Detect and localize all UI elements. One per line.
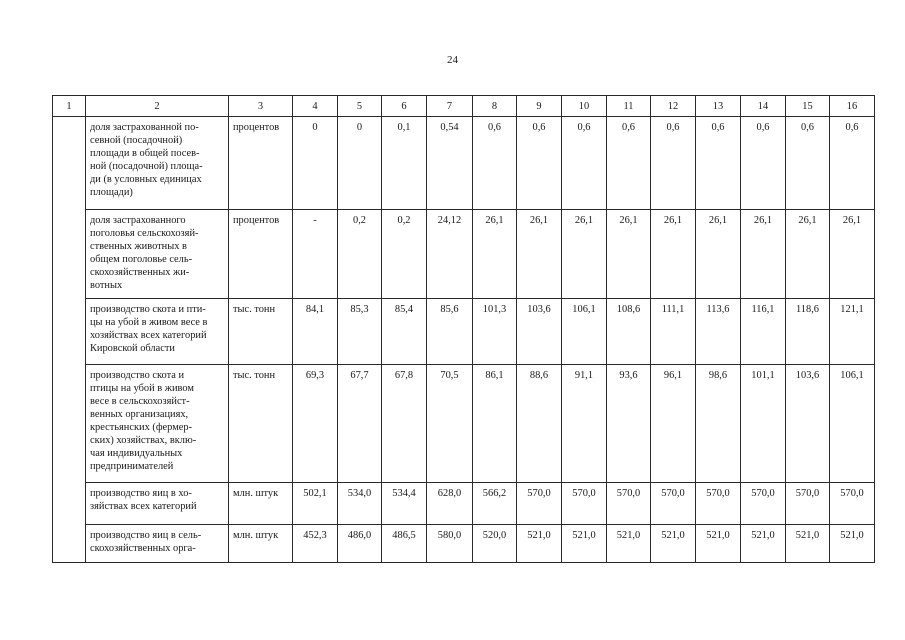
indicator-name-line: птицы на убой в живом — [90, 383, 194, 394]
value-cell: 0,6 — [517, 117, 562, 210]
value-cell: 24,12 — [427, 210, 473, 299]
indicator-name-line: скохозяйственных орга- — [90, 543, 196, 554]
value-cell: 0,1 — [382, 117, 427, 210]
indicator-name-line: производство яиц в хо- — [90, 488, 192, 499]
value-cell: 103,6 — [786, 365, 830, 483]
column-header: 16 — [830, 96, 875, 117]
value-cell: 118,6 — [786, 299, 830, 365]
column-header: 4 — [293, 96, 338, 117]
value-cell: 85,4 — [382, 299, 427, 365]
value-cell: 521,0 — [741, 525, 786, 563]
value-cell: 0 — [293, 117, 338, 210]
value-cell: 521,0 — [607, 525, 651, 563]
value-cell: 570,0 — [696, 483, 741, 525]
value-cell: 570,0 — [607, 483, 651, 525]
value-cell: 91,1 — [562, 365, 607, 483]
value-cell: 26,1 — [830, 210, 875, 299]
value-cell: 88,6 — [517, 365, 562, 483]
value-cell: 486,0 — [338, 525, 382, 563]
indicator-name-line: производство скота и пти- — [90, 304, 206, 315]
column-header: 6 — [382, 96, 427, 117]
value-cell: 113,6 — [696, 299, 741, 365]
value-cell: 0,6 — [786, 117, 830, 210]
column-header: 15 — [786, 96, 830, 117]
value-cell: 521,0 — [651, 525, 696, 563]
indicator-name-line: поголовья сельскохозяй- — [90, 228, 199, 239]
value-cell: 0,54 — [427, 117, 473, 210]
value-cell: 84,1 — [293, 299, 338, 365]
value-cell: 26,1 — [651, 210, 696, 299]
table-row — [53, 299, 875, 365]
value-cell: 121,1 — [830, 299, 875, 365]
indicator-name-line: доля застрахованного — [90, 215, 186, 226]
value-cell: 86,1 — [473, 365, 517, 483]
indicator-name-line: площади) — [90, 187, 133, 198]
column-header: 1 — [53, 96, 86, 117]
indicator-name — [86, 483, 229, 525]
indicator-name — [86, 525, 229, 563]
indicator-name-line: ских) хозяйствах, вклю- — [90, 435, 197, 446]
value-cell: 26,1 — [696, 210, 741, 299]
column-header: 11 — [607, 96, 651, 117]
indicator-name-line: крестьянских (фермер- — [90, 422, 193, 433]
indicator-name-line: ственных животных в — [90, 241, 187, 252]
indicator-name-line: севной (посадочной) — [90, 135, 183, 146]
value-cell: 67,7 — [338, 365, 382, 483]
value-cell: 70,5 — [427, 365, 473, 483]
unit-cell: тыс. тонн — [229, 365, 293, 483]
value-cell: 101,3 — [473, 299, 517, 365]
unit-cell: процентов — [229, 117, 293, 210]
value-cell: 0,6 — [607, 117, 651, 210]
column-header: 8 — [473, 96, 517, 117]
indicator-name-line: доля застрахованной по- — [90, 122, 199, 133]
value-cell: 570,0 — [741, 483, 786, 525]
column-header: 13 — [696, 96, 741, 117]
indicators-table — [52, 95, 875, 563]
value-cell: 570,0 — [517, 483, 562, 525]
value-cell: 570,0 — [651, 483, 696, 525]
value-cell: 570,0 — [786, 483, 830, 525]
indicator-name-line: ди (в условных единицах — [90, 174, 202, 185]
indicator-name-line: скохозяйственных жи- — [90, 267, 190, 278]
value-cell: 566,2 — [473, 483, 517, 525]
value-cell: 0,6 — [473, 117, 517, 210]
value-cell: 96,1 — [651, 365, 696, 483]
column-header: 2 — [86, 96, 229, 117]
column-1-cell — [53, 117, 86, 563]
indicator-name-line: хозяйствах всех категорий — [90, 330, 207, 341]
value-cell: 0,2 — [338, 210, 382, 299]
column-header: 5 — [338, 96, 382, 117]
table-row — [53, 525, 875, 563]
value-cell: 580,0 — [427, 525, 473, 563]
table-row — [53, 365, 875, 483]
value-cell: 570,0 — [830, 483, 875, 525]
indicator-name-line: производство яиц в сель- — [90, 530, 202, 541]
indicator-name-line: цы на убой в живом весе в — [90, 317, 208, 328]
value-cell: 521,0 — [517, 525, 562, 563]
value-cell: 85,3 — [338, 299, 382, 365]
unit-cell: млн. штук — [229, 525, 293, 563]
value-cell: 26,1 — [562, 210, 607, 299]
indicator-name-line: ной (посадочной) площа- — [90, 161, 203, 172]
indicator-name-line: чая индивидуальных — [90, 448, 183, 459]
column-header: 7 — [427, 96, 473, 117]
value-cell: 0 — [338, 117, 382, 210]
value-cell: 534,0 — [338, 483, 382, 525]
indicator-name — [86, 299, 229, 365]
value-cell: 26,1 — [607, 210, 651, 299]
value-cell: 106,1 — [830, 365, 875, 483]
column-header: 10 — [562, 96, 607, 117]
table-row — [53, 210, 875, 299]
value-cell: 0,6 — [696, 117, 741, 210]
column-header: 14 — [741, 96, 786, 117]
value-cell: 452,3 — [293, 525, 338, 563]
indicator-name — [86, 365, 229, 483]
value-cell: 520,0 — [473, 525, 517, 563]
value-cell: 534,4 — [382, 483, 427, 525]
value-cell: 521,0 — [786, 525, 830, 563]
indicator-name — [86, 210, 229, 299]
indicator-name-line: весе в сельскохозяйст- — [90, 396, 190, 407]
value-cell: 111,1 — [651, 299, 696, 365]
value-cell: 0,6 — [651, 117, 696, 210]
value-cell: 521,0 — [562, 525, 607, 563]
value-cell: 26,1 — [741, 210, 786, 299]
indicator-name-line: зяйствах всех категорий — [90, 501, 197, 512]
value-cell: 93,6 — [607, 365, 651, 483]
value-cell: 0,6 — [562, 117, 607, 210]
table-row — [53, 117, 875, 210]
value-cell: 502,1 — [293, 483, 338, 525]
indicator-name-line: вотных — [90, 280, 123, 291]
value-cell: 116,1 — [741, 299, 786, 365]
value-cell: 67,8 — [382, 365, 427, 483]
value-cell: 106,1 — [562, 299, 607, 365]
value-cell: 69,3 — [293, 365, 338, 483]
value-cell: 628,0 — [427, 483, 473, 525]
value-cell: 0,6 — [741, 117, 786, 210]
value-cell: 0,6 — [830, 117, 875, 210]
indicator-name-line: производство скота и — [90, 370, 185, 381]
value-cell: - — [293, 210, 338, 299]
column-header: 9 — [517, 96, 562, 117]
value-cell: 101,1 — [741, 365, 786, 483]
indicator-name-line: венных организациях, — [90, 409, 189, 420]
unit-cell: процентов — [229, 210, 293, 299]
value-cell: 85,6 — [427, 299, 473, 365]
unit-cell: тыс. тонн — [229, 299, 293, 365]
value-cell: 26,1 — [517, 210, 562, 299]
value-cell: 0,2 — [382, 210, 427, 299]
value-cell: 26,1 — [473, 210, 517, 299]
value-cell: 521,0 — [696, 525, 741, 563]
value-cell: 103,6 — [517, 299, 562, 365]
column-header: 12 — [651, 96, 696, 117]
value-cell: 98,6 — [696, 365, 741, 483]
value-cell: 486,5 — [382, 525, 427, 563]
indicator-name-line: площади в общей посев- — [90, 148, 200, 159]
value-cell: 521,0 — [830, 525, 875, 563]
table-row — [53, 483, 875, 525]
value-cell: 26,1 — [786, 210, 830, 299]
indicator-name-line: предпринимателей — [90, 461, 174, 472]
value-cell: 108,6 — [607, 299, 651, 365]
indicator-name-line: Кировской области — [90, 343, 175, 354]
page-number: 24 — [447, 54, 458, 66]
value-cell: 570,0 — [562, 483, 607, 525]
column-header: 3 — [229, 96, 293, 117]
header-row — [53, 96, 875, 117]
unit-cell: млн. штук — [229, 483, 293, 525]
indicator-name — [86, 117, 229, 210]
indicator-name-line: общем поголовье сель- — [90, 254, 193, 265]
